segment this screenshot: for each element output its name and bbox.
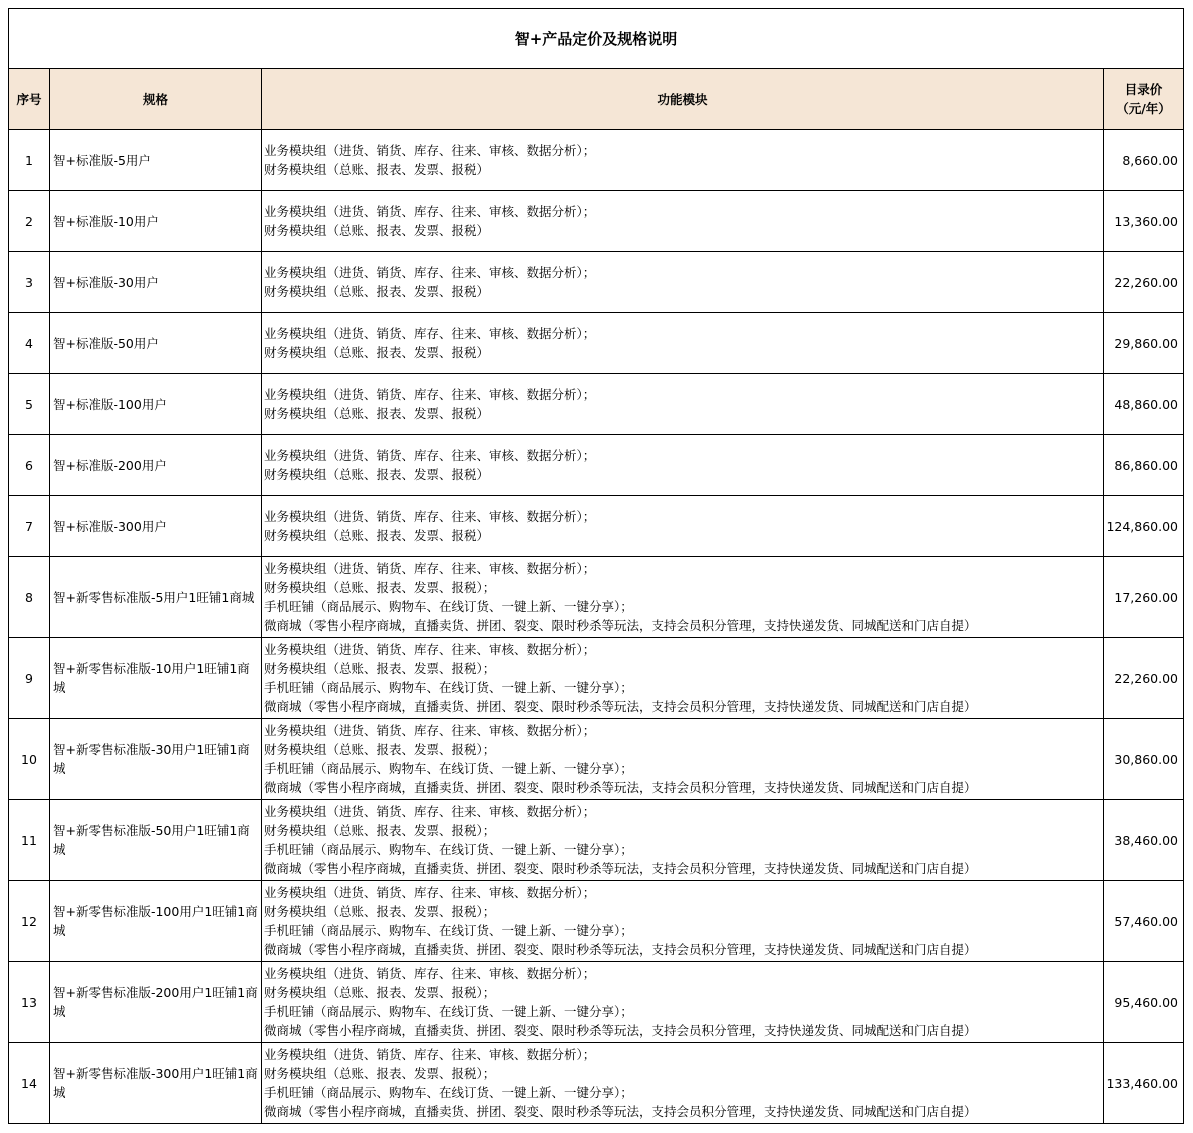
row-spec: 智+新零售标准版-5用户1旺铺1商城: [50, 557, 262, 638]
module-line: 业务模块组（进货、销货、库存、往来、审核、数据分析）；: [264, 966, 596, 981]
module-line: 手机旺铺（商品展示、购物车、在线订货、一键上新、一键分享）；: [264, 599, 633, 614]
row-price: 48,860.00: [1104, 374, 1184, 435]
row-spec: 智+标准版-300用户: [50, 496, 262, 557]
module-line: 业务模块组（进货、销货、库存、往来、审核、数据分析）；: [264, 387, 596, 402]
row-number: 3: [9, 252, 50, 313]
row-spec: 智+标准版-5用户: [50, 130, 262, 191]
row-number: 1: [9, 130, 50, 191]
module-line: 业务模块组（进货、销货、库存、往来、审核、数据分析）；: [264, 723, 596, 738]
pricing-table: [8, 8, 1184, 1124]
row-price: 57,460.00: [1104, 881, 1184, 962]
row-modules: [262, 557, 1104, 638]
module-line: 手机旺铺（商品展示、购物车、在线订货、一键上新、一键分享）；: [264, 1004, 633, 1019]
table-row: [9, 374, 1184, 435]
row-number: 11: [9, 800, 50, 881]
row-modules: [262, 638, 1104, 719]
row-price: 13,360.00: [1104, 191, 1184, 252]
module-line: 业务模块组（进货、销货、库存、往来、审核、数据分析）；: [264, 804, 596, 819]
module-line: 业务模块组（进货、销货、库存、往来、审核、数据分析）；: [264, 509, 596, 524]
module-line: 微商城（零售小程序商城，直播卖货、拼团、裂变、限时秒杀等玩法，支持会员积分管理，支持快递发货、同城配送和门店自提）: [264, 1104, 977, 1119]
row-number: 2: [9, 191, 50, 252]
module-line: 财务模块组（总账、报表、发票、报税）: [264, 406, 490, 421]
row-price: 22,260.00: [1104, 638, 1184, 719]
module-line: 业务模块组（进货、销货、库存、往来、审核、数据分析）；: [264, 448, 596, 463]
module-line: 微商城（零售小程序商城，直播卖货、拼团、裂变、限时秒杀等玩法，支持会员积分管理，支持快递发货、同城配送和门店自提）: [264, 942, 977, 957]
module-line: 财务模块组（总账、报表、发票、报税）: [264, 162, 490, 177]
row-price: 95,460.00: [1104, 962, 1184, 1043]
module-line: 财务模块组（总账、报表、发票、报税）: [264, 223, 490, 238]
row-spec: 智+新零售标准版-50用户1旺铺1商城: [50, 800, 262, 881]
row-number: 13: [9, 962, 50, 1043]
row-modules: [262, 130, 1104, 191]
row-modules: [262, 881, 1104, 962]
row-number: 7: [9, 496, 50, 557]
module-line: 业务模块组（进货、销货、库存、往来、审核、数据分析）；: [264, 885, 596, 900]
header-price-unit: （元/年）: [1116, 101, 1171, 116]
module-line: 手机旺铺（商品展示、购物车、在线订货、一键上新、一键分享）；: [264, 842, 633, 857]
row-number: 12: [9, 881, 50, 962]
row-price: 124,860.00: [1104, 496, 1184, 557]
row-price: 86,860.00: [1104, 435, 1184, 496]
row-modules: [262, 800, 1104, 881]
row-spec: 智+新零售标准版-30用户1旺铺1商城: [50, 719, 262, 800]
module-line: 业务模块组（进货、销货、库存、往来、审核、数据分析）；: [264, 265, 596, 280]
module-line: 微商城（零售小程序商城，直播卖货、拼团、裂变、限时秒杀等玩法，支持会员积分管理，支持快递发货、同城配送和门店自提）: [264, 699, 977, 714]
row-modules: [262, 962, 1104, 1043]
module-line: 财务模块组（总账、报表、发票、报税）；: [264, 580, 496, 595]
row-modules: [262, 374, 1104, 435]
row-number: 10: [9, 719, 50, 800]
module-line: 财务模块组（总账、报表、发票、报税）；: [264, 1066, 496, 1081]
module-line: 财务模块组（总账、报表、发票、报税）；: [264, 742, 496, 757]
table-row: [9, 557, 1184, 638]
row-modules: [262, 496, 1104, 557]
module-line: 业务模块组（进货、销货、库存、往来、审核、数据分析）；: [264, 1047, 596, 1062]
row-spec: 智+标准版-50用户: [50, 313, 262, 374]
module-line: 手机旺铺（商品展示、购物车、在线订货、一键上新、一键分享）；: [264, 680, 633, 695]
table-row: [9, 800, 1184, 881]
row-spec: 智+标准版-30用户: [50, 252, 262, 313]
row-price: 22,260.00: [1104, 252, 1184, 313]
row-modules: [262, 191, 1104, 252]
table-row: [9, 881, 1184, 962]
row-number: 14: [9, 1043, 50, 1124]
row-number: 4: [9, 313, 50, 374]
module-line: 财务模块组（总账、报表、发票、报税）: [264, 284, 490, 299]
module-line: 业务模块组（进货、销货、库存、往来、审核、数据分析）；: [264, 204, 596, 219]
module-line: 财务模块组（总账、报表、发票、报税）；: [264, 985, 496, 1000]
row-number: 5: [9, 374, 50, 435]
table-row: [9, 313, 1184, 374]
module-line: 财务模块组（总账、报表、发票、报税）: [264, 345, 490, 360]
row-spec: 智+新零售标准版-100用户1旺铺1商城: [50, 881, 262, 962]
table-row: [9, 638, 1184, 719]
module-line: 业务模块组（进货、销货、库存、往来、审核、数据分析）；: [264, 561, 596, 576]
row-price: 38,460.00: [1104, 800, 1184, 881]
row-spec: 智+标准版-10用户: [50, 191, 262, 252]
row-modules: [262, 719, 1104, 800]
header-no: 序号: [9, 69, 50, 130]
module-line: 微商城（零售小程序商城，直播卖货、拼团、裂变、限时秒杀等玩法，支持会员积分管理，支持快递发货、同城配送和门店自提）: [264, 1023, 977, 1038]
row-number: 9: [9, 638, 50, 719]
row-modules: [262, 435, 1104, 496]
module-line: 财务模块组（总账、报表、发票、报税）；: [264, 823, 496, 838]
row-modules: [262, 252, 1104, 313]
module-line: 业务模块组（进货、销货、库存、往来、审核、数据分析）；: [264, 143, 596, 158]
table-row: [9, 496, 1184, 557]
table-row: [9, 191, 1184, 252]
module-line: 财务模块组（总账、报表、发票、报税）；: [264, 661, 496, 676]
row-number: 8: [9, 557, 50, 638]
module-line: 财务模块组（总账、报表、发票、报税）: [264, 467, 490, 482]
row-price: 30,860.00: [1104, 719, 1184, 800]
table-row: [9, 962, 1184, 1043]
table-row: [9, 252, 1184, 313]
row-spec: 智+新零售标准版-10用户1旺铺1商城: [50, 638, 262, 719]
header-spec: 规格: [50, 69, 262, 130]
module-line: 手机旺铺（商品展示、购物车、在线订货、一键上新、一键分享）；: [264, 923, 633, 938]
row-spec: 智+新零售标准版-300用户1旺铺1商城: [50, 1043, 262, 1124]
table-title: 智+产品定价及规格说明: [9, 9, 1184, 69]
row-spec: 智+新零售标准版-200用户1旺铺1商城: [50, 962, 262, 1043]
table-row: [9, 1043, 1184, 1124]
module-line: 财务模块组（总账、报表、发票、报税）: [264, 528, 490, 543]
header-modules: 功能模块: [262, 69, 1104, 130]
row-price: 17,260.00: [1104, 557, 1184, 638]
module-line: 手机旺铺（商品展示、购物车、在线订货、一键上新、一键分享）；: [264, 1085, 633, 1100]
header-price: [1104, 69, 1184, 130]
module-line: 微商城（零售小程序商城，直播卖货、拼团、裂变、限时秒杀等玩法，支持会员积分管理，支持快递发货、同城配送和门店自提）: [264, 861, 977, 876]
row-price: 29,860.00: [1104, 313, 1184, 374]
module-line: 手机旺铺（商品展示、购物车、在线订货、一键上新、一键分享）；: [264, 761, 633, 776]
header-price-label: 目录价: [1124, 82, 1163, 97]
header-row: [9, 69, 1184, 130]
table-row: [9, 719, 1184, 800]
module-line: 业务模块组（进货、销货、库存、往来、审核、数据分析）；: [264, 642, 596, 657]
pricing-document: [8, 8, 1183, 1124]
module-line: 微商城（零售小程序商城，直播卖货、拼团、裂变、限时秒杀等玩法，支持会员积分管理，支持快递发货、同城配送和门店自提）: [264, 618, 977, 633]
row-spec: 智+标准版-200用户: [50, 435, 262, 496]
table-row: [9, 130, 1184, 191]
row-modules: [262, 1043, 1104, 1124]
module-line: 业务模块组（进货、销货、库存、往来、审核、数据分析）；: [264, 326, 596, 341]
table-row: [9, 435, 1184, 496]
module-line: 财务模块组（总账、报表、发票、报税）；: [264, 904, 496, 919]
row-price: 8,660.00: [1104, 130, 1184, 191]
row-modules: [262, 313, 1104, 374]
row-number: 6: [9, 435, 50, 496]
module-line: 微商城（零售小程序商城，直播卖货、拼团、裂变、限时秒杀等玩法，支持会员积分管理，支持快递发货、同城配送和门店自提）: [264, 780, 977, 795]
row-spec: 智+标准版-100用户: [50, 374, 262, 435]
row-price: 133,460.00: [1104, 1043, 1184, 1124]
